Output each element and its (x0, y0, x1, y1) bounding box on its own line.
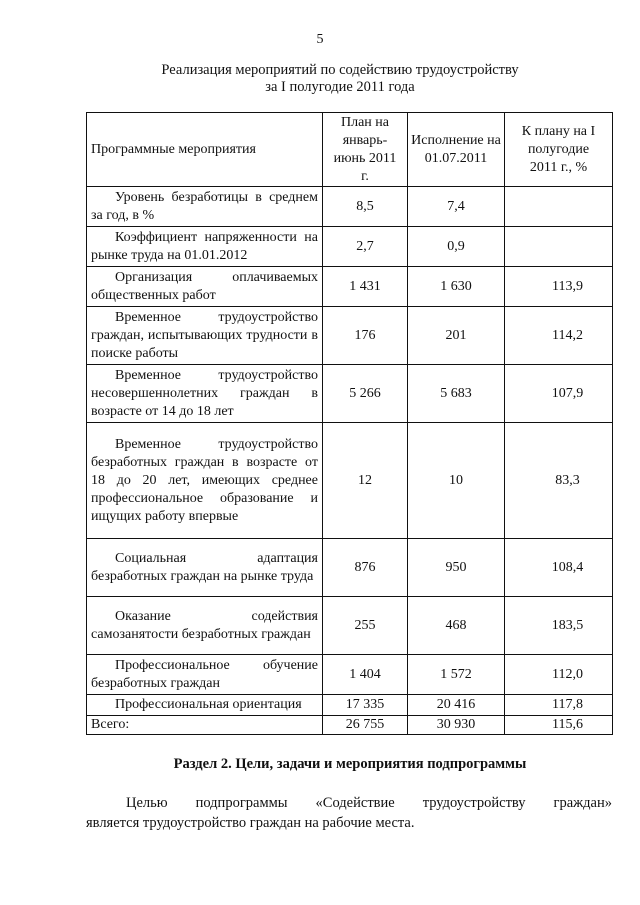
total-fact-value: 30 930 (408, 716, 505, 735)
table-row (87, 597, 613, 655)
row-fact-value: 950 (408, 539, 505, 597)
row-fact-value: 7,4 (408, 187, 505, 227)
row-fact-value: 10 (408, 423, 505, 539)
row-plan-value: 8,5 (323, 187, 408, 227)
row-percent-value: 108,4 (505, 539, 613, 597)
employment-measures-table (86, 112, 613, 735)
row-percent-value: 107,9 (505, 365, 613, 423)
header-plan: План на январь-июнь 2011 г. (323, 113, 408, 187)
row-plan-value: 5 266 (323, 365, 408, 423)
row-percent-value (505, 227, 613, 267)
row-label: Временное трудоустройство безработных граждан в возрасте от 18 до 20 лет, имеющих среднее профессиональное образование и ищущих работу впервые (87, 423, 323, 539)
row-percent-value: 113,9 (505, 267, 613, 307)
row-label: Профессиональная ориентация (87, 695, 323, 716)
table-title-line-2: за I полугодие 2011 года (265, 79, 415, 95)
row-plan-value: 876 (323, 539, 408, 597)
row-fact-value: 1 572 (408, 655, 505, 695)
table-row (87, 539, 613, 597)
table-row (87, 365, 613, 423)
row-label: Профессиональное обучение безработных граждан (87, 655, 323, 695)
row-fact-value: 1 630 (408, 267, 505, 307)
row-percent-value: 114,2 (505, 307, 613, 365)
row-percent-value: 83,3 (505, 423, 613, 539)
row-fact-value: 0,9 (408, 227, 505, 267)
row-label: Временное трудоустройство граждан, испытывающих трудности в поиске работы (87, 307, 323, 365)
paragraph-line-1: Целью подпрограммы «Содействие трудоустройству граждан» (126, 795, 612, 811)
header-measures: Программные мероприятия (87, 113, 323, 187)
row-fact-value: 5 683 (408, 365, 505, 423)
header-percent: К плану на I полугодие 2011 г., % (505, 113, 613, 187)
row-plan-value: 255 (323, 597, 408, 655)
table-row (87, 695, 613, 716)
table-row (87, 423, 613, 539)
table-row (87, 267, 613, 307)
table-row (87, 227, 613, 267)
body-paragraph (86, 793, 612, 833)
paragraph-line-2: является трудоустройство граждан на рабочие места. (86, 815, 415, 831)
row-label: Оказание содействия самозанятости безработных граждан (87, 597, 323, 655)
total-plan-value: 26 755 (323, 716, 408, 735)
row-plan-value: 1 404 (323, 655, 408, 695)
row-percent-value: 183,5 (505, 597, 613, 655)
table-row (87, 307, 613, 365)
row-label: Социальная адаптация безработных граждан на рынке труда (87, 539, 323, 597)
row-plan-value: 1 431 (323, 267, 408, 307)
table-title-line-1: Реализация мероприятий по содействию трудоустройству (161, 62, 519, 78)
row-plan-value: 176 (323, 307, 408, 365)
total-label: Всего: (87, 716, 323, 735)
total-percent-value: 115,6 (505, 716, 613, 735)
table-header-row (87, 113, 613, 187)
row-plan-value: 17 335 (323, 695, 408, 716)
table-row (87, 655, 613, 695)
row-percent-value: 117,8 (505, 695, 613, 716)
row-fact-value: 201 (408, 307, 505, 365)
row-plan-value: 2,7 (323, 227, 408, 267)
row-fact-value: 20 416 (408, 695, 505, 716)
row-percent-value: 112,0 (505, 655, 613, 695)
section-title: Раздел 2. Цели, задачи и мероприятия подпрограммы (173, 756, 527, 772)
table-row (87, 187, 613, 227)
row-label: Коэффициент напряженности на рынке труда на 01.01.2012 (87, 227, 323, 267)
page-number: 5 (316, 32, 324, 47)
row-plan-value: 12 (323, 423, 408, 539)
row-fact-value: 468 (408, 597, 505, 655)
table-total-row (87, 716, 613, 735)
row-percent-value (505, 187, 613, 227)
row-label: Организация оплачиваемых общественных работ (87, 267, 323, 307)
row-label: Временное трудоустройство несовершеннолетних граждан в возрасте от 14 до 18 лет (87, 365, 323, 423)
table-title (70, 62, 610, 96)
header-fact: Исполнение на 01.07.2011 (408, 113, 505, 187)
row-label: Уровень безработицы в среднем за год, в % (87, 187, 323, 227)
